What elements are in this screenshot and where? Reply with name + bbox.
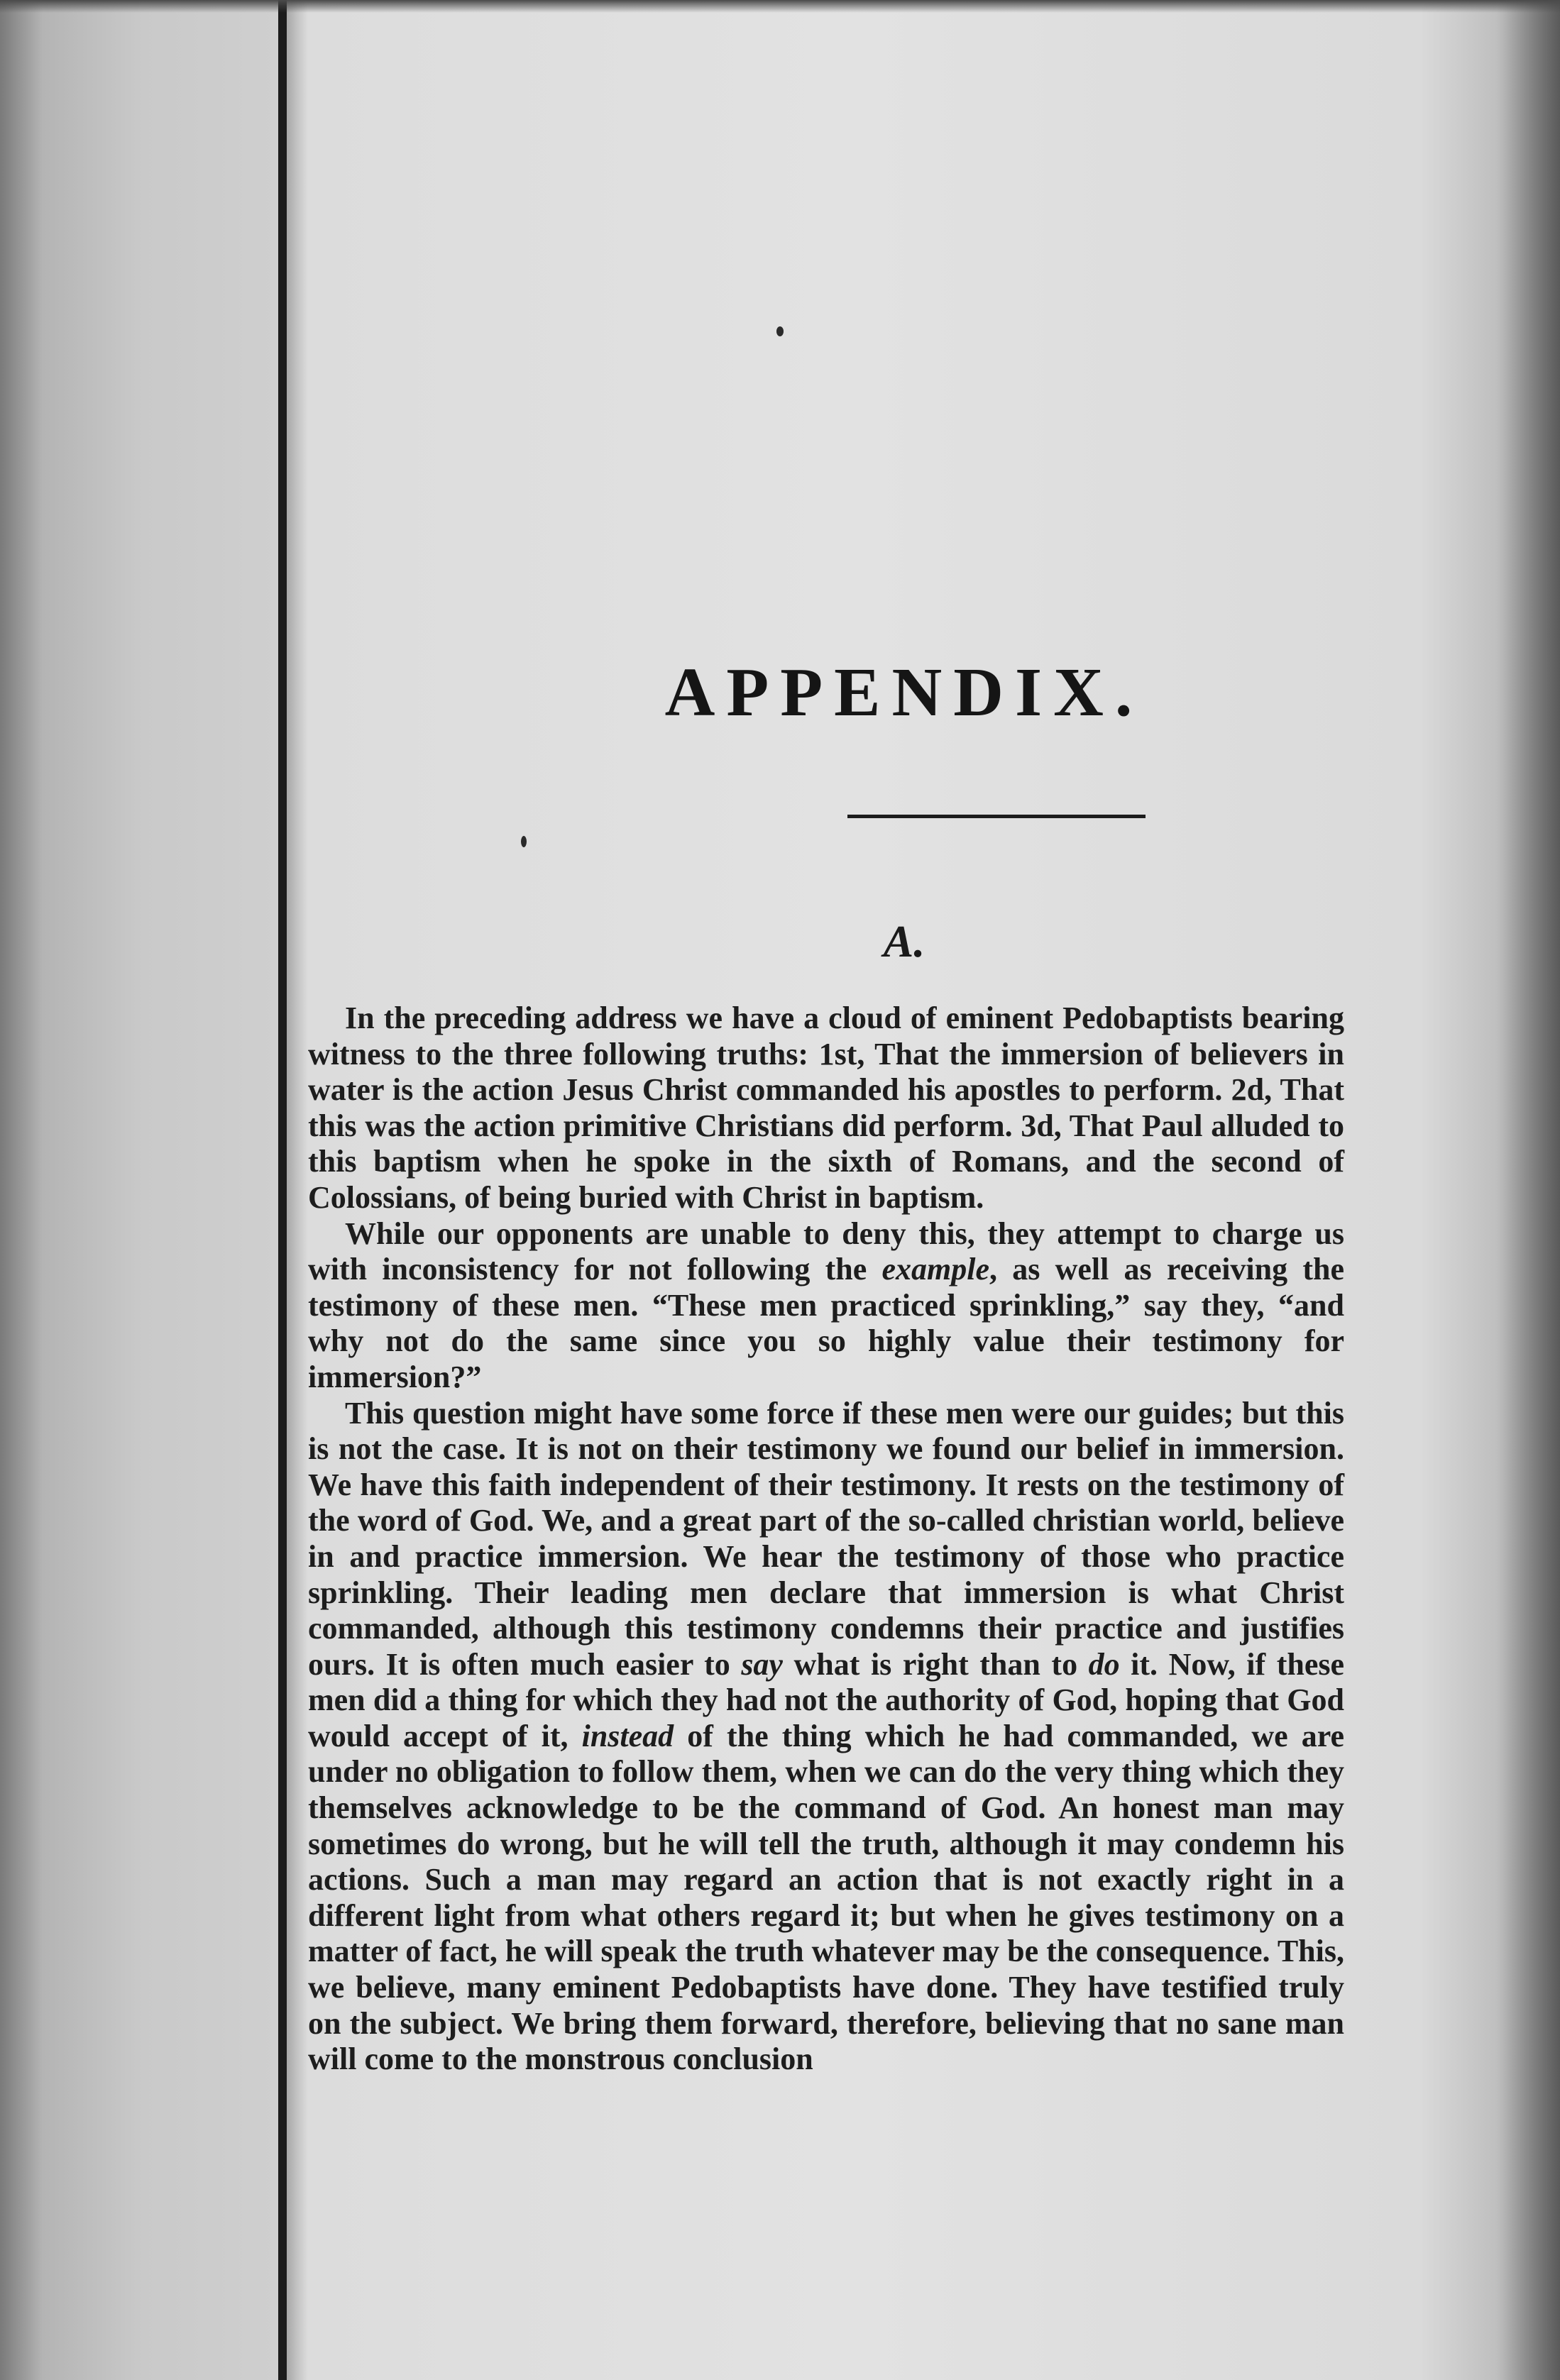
appendix-title: APPENDIX.	[664, 654, 1144, 731]
italic-run: example	[881, 1252, 990, 1287]
page-edge-shadow	[1496, 0, 1560, 2380]
text-run: This question might have some force if these men were our guides; but this is not the case. It is not on their testimony we found our belief in immersion. We have this faith independent of their testimony. It rests on the testimony of the word of God. We, and a great part of the so-called christian world, believe in and practice immersion. We hear the testimony of those who practice sprinkling. Their leading men declare that immersion is what Christ commanded, although this testimony condemns their practice and justifies ours. It is often much easier to	[308, 1395, 1344, 1682]
text-run: it. Now, if these men did a thing for which they had not the authority of God, hoping that God would accept of it,	[308, 1646, 1344, 1753]
book-page	[308, 0, 1500, 2380]
title-underline	[847, 815, 1146, 818]
ink-speck	[776, 326, 784, 336]
text-run: of the thing which he had commanded, we are under no obligation to follow them, when we can do the very thing which they themselves acknowledge to be the command of God. An honest man may sometimes do wrong, but he will tell the truth, although it may condemn his actions. Such a man may regard an action that is not exactly right in a different light from what others regard it; but when he gives testimony on a matter of fact, he will speak the truth whatever may be the consequence. This, we believe, many eminent Pedobaptists have done. They have testified truly on the subject. We bring them forward, therefore, believing that no sane man will come to the monstrous conclusion	[308, 1718, 1344, 2077]
paragraph	[308, 1396, 1344, 2078]
appendix-body-text	[308, 1001, 1344, 2078]
ink-speck	[521, 836, 527, 847]
italic-run: do	[1088, 1646, 1120, 1682]
italic-run: instead	[581, 1718, 674, 1753]
facing-page-margin	[0, 0, 278, 2380]
text-run: In the preceding address we have a cloud of eminent Pedobaptists bearing witness to the three following truths: 1st, That the immersion of believers in water is the action Jesus Christ commanded his apostles to perform. 2d, That this was the action primitive Christians did perform. 3d, That Paul alluded to this baptism when he spoke in the sixth of Romans, and the second of Colossians, of being buried with Christ in baptism.	[308, 1001, 1344, 1215]
text-run: , as well as receiving the testimony of these men. “These men practiced sprinkling,” say they, “and why not do the same since you so highly value their testimony for immersion?”	[308, 1252, 1344, 1394]
binding-gutter-line	[278, 0, 287, 2380]
section-heading: A.	[883, 916, 925, 966]
text-run: While our opponents are unable to deny this, they attempt to charge us with inconsistency for not following the	[308, 1216, 1344, 1287]
gutter-shadow	[287, 0, 308, 2380]
italic-run: say	[741, 1646, 783, 1682]
paragraph	[308, 1216, 1344, 1396]
text-run: what is right than to	[782, 1646, 1089, 1682]
paragraph	[308, 1001, 1344, 1216]
